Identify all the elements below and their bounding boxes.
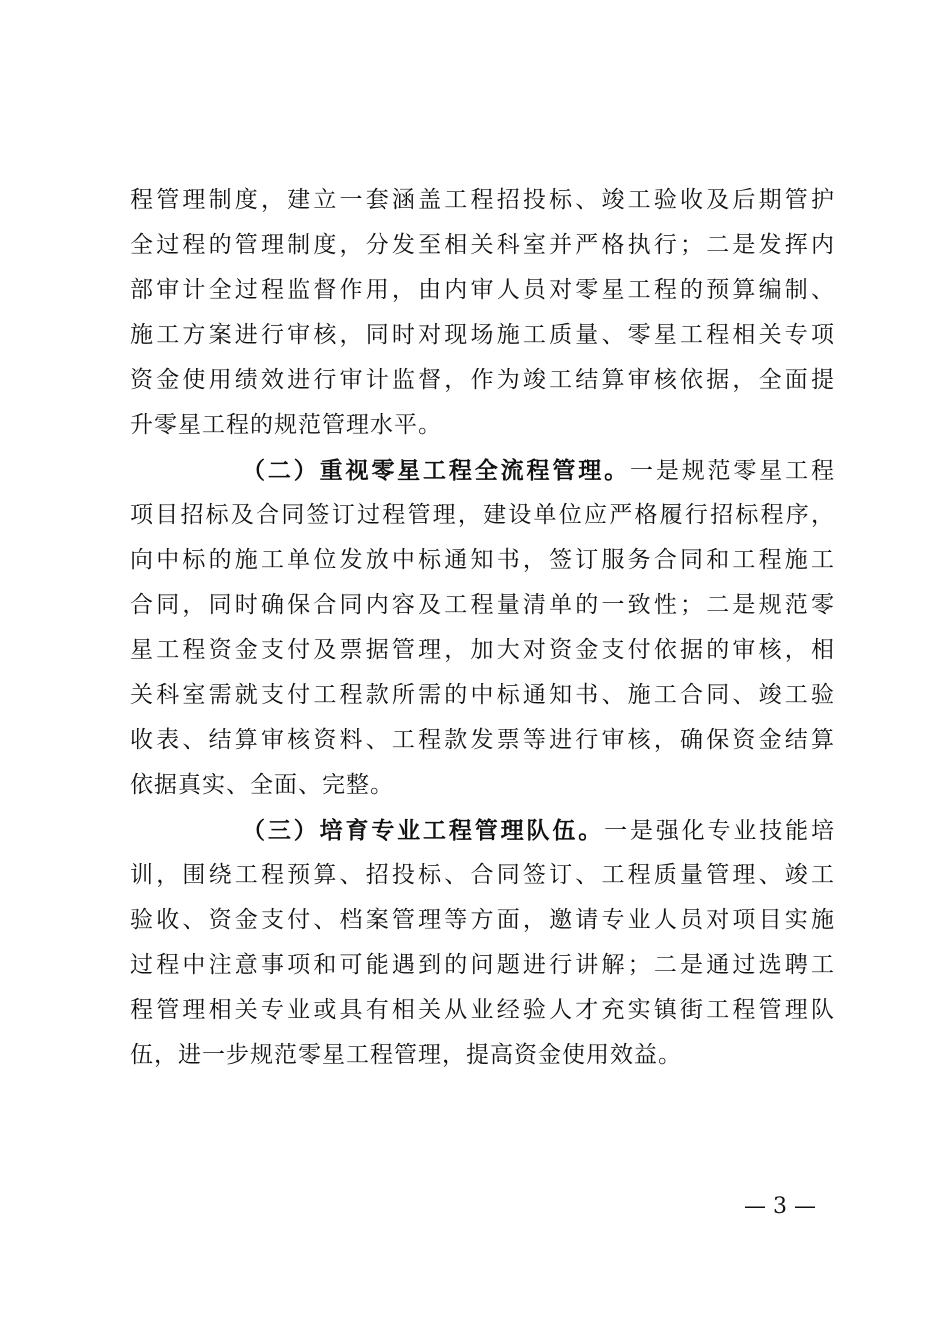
- text-line: 星工程资金支付及票据管理，加大对资金支付依据的审核，相: [130, 637, 835, 663]
- paragraph-first-line: [130, 808, 835, 853]
- section-heading: （三）培育专业工程管理队伍。: [242, 817, 605, 844]
- heading-line-rest: 一是规范零星工程: [629, 458, 836, 484]
- text-line: 部审计全过程监督作用，由内审人员对零星工程的预算编制、: [130, 277, 835, 303]
- text-line: 全过程的管理制度，分发至相关科室并严格执行；二是发挥内: [130, 232, 835, 258]
- text-line: 合同，同时确保合同内容及工程量清单的一致性；二是规范零: [130, 592, 835, 618]
- page-number: — 3 —: [744, 1194, 816, 1219]
- text-line: 升零星工程的规范管理水平。: [130, 412, 442, 438]
- paragraph-1: [130, 178, 835, 448]
- section-heading: （二）重视零星工程全流程管理。: [242, 457, 630, 484]
- heading-line-rest: 一是强化专业技能培: [604, 818, 836, 844]
- text-line: 程管理相关专业或具有相关从业经验人才充实镇街工程管理队: [130, 997, 835, 1023]
- text-line: 向中标的施工单位发放中标通知书，签订服务合同和工程施工: [130, 547, 835, 573]
- paragraph-first-line: [130, 448, 835, 493]
- text-line: 施工方案进行审核，同时对现场施工质量、零星工程相关专项: [130, 322, 835, 348]
- text-line: 验收、资金支付、档案管理等方面，邀请专业人员对项目实施: [130, 907, 835, 933]
- text-line: 依据真实、全面、完整。: [130, 772, 394, 798]
- text-line: 伍，进一步规范零星工程管理，提高资金使用效益。: [130, 1042, 682, 1068]
- text-line: 收表、结算审核资料、工程款发票等进行审核，确保资金结算: [130, 727, 835, 753]
- paragraph-2: [130, 448, 835, 808]
- paragraph-3: [130, 808, 835, 1078]
- text-line: 关科室需就支付工程款所需的中标通知书、施工合同、竣工验: [130, 682, 835, 708]
- text-line: 训，围绕工程预算、招投标、合同签订、工程质量管理、竣工: [130, 862, 835, 888]
- text-line: 程管理制度，建立一套涵盖工程招投标、竣工验收及后期管护: [130, 187, 835, 213]
- text-line: 项目招标及合同签订过程管理，建设单位应严格履行招标程序，: [130, 502, 835, 528]
- document-body: [130, 178, 835, 1078]
- text-line: 过程中注意事项和可能遇到的问题进行讲解；二是通过选聘工: [130, 952, 835, 978]
- text-line: 资金使用绩效进行审计监督，作为竣工结算审核依据，全面提: [130, 367, 835, 393]
